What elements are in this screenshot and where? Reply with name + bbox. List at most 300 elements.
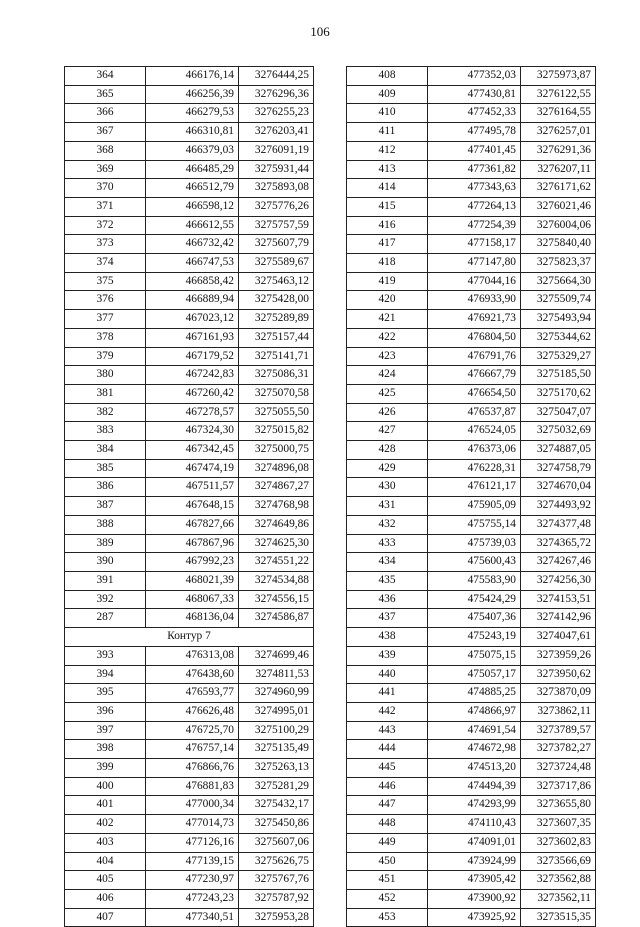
point-number-cell: 425 [347, 384, 428, 403]
coordinates-table-left [64, 66, 314, 927]
table-row [65, 684, 314, 703]
y-coordinate-cell: 3275047,07 [521, 403, 596, 422]
point-number-cell: 393 [65, 646, 146, 665]
table-row [65, 497, 314, 516]
table-row [347, 852, 596, 871]
y-coordinate-cell: 3273959,26 [521, 646, 596, 665]
point-number-cell: 410 [347, 104, 428, 123]
table-row [347, 609, 596, 628]
y-coordinate-cell: 3275493,94 [521, 310, 596, 329]
y-coordinate-cell: 3274153,51 [521, 590, 596, 609]
x-coordinate-cell: 467242,83 [146, 366, 239, 385]
y-coordinate-cell: 3275157,44 [239, 328, 314, 347]
y-coordinate-cell: 3275664,30 [521, 272, 596, 291]
y-coordinate-cell: 3276444,25 [239, 67, 314, 86]
y-coordinate-cell: 3275100,29 [239, 721, 314, 740]
table-row [347, 235, 596, 254]
y-coordinate-cell: 3273562,88 [521, 871, 596, 890]
point-number-cell: 419 [347, 272, 428, 291]
y-coordinate-cell: 3274365,72 [521, 534, 596, 553]
table-row [65, 85, 314, 104]
point-number-cell: 441 [347, 684, 428, 703]
x-coordinate-cell: 477158,17 [428, 235, 521, 254]
table-row [65, 310, 314, 329]
point-number-cell: 435 [347, 571, 428, 590]
point-number-cell: 433 [347, 534, 428, 553]
y-coordinate-cell: 3275463,12 [239, 272, 314, 291]
page-number: 106 [310, 24, 330, 39]
x-coordinate-cell: 466889,94 [146, 291, 239, 310]
point-number-cell: 414 [347, 179, 428, 198]
point-number-cell: 411 [347, 123, 428, 142]
table-row [347, 310, 596, 329]
point-number-cell: 387 [65, 497, 146, 516]
table-row [65, 235, 314, 254]
y-coordinate-cell: 3275141,71 [239, 347, 314, 366]
table-row [347, 721, 596, 740]
point-number-cell: 368 [65, 141, 146, 160]
point-number-cell: 369 [65, 160, 146, 179]
y-coordinate-cell: 3275767,76 [239, 871, 314, 890]
table-row [347, 422, 596, 441]
y-coordinate-cell: 3274768,98 [239, 497, 314, 516]
x-coordinate-cell: 476804,50 [428, 328, 521, 347]
x-coordinate-cell: 476524,05 [428, 422, 521, 441]
x-coordinate-cell: 476757,14 [146, 740, 239, 759]
y-coordinate-cell: 3276255,23 [239, 104, 314, 123]
point-number-cell: 453 [347, 908, 428, 927]
point-number-cell: 416 [347, 216, 428, 235]
y-coordinate-cell: 3276171,62 [521, 179, 596, 198]
coordinates-table-right [346, 66, 596, 927]
x-coordinate-cell: 466379,03 [146, 141, 239, 160]
x-coordinate-cell: 476881,83 [146, 777, 239, 796]
y-coordinate-cell: 3274867,27 [239, 478, 314, 497]
y-coordinate-cell: 3275823,37 [521, 254, 596, 273]
point-number-cell: 443 [347, 721, 428, 740]
y-coordinate-cell: 3273717,86 [521, 777, 596, 796]
x-coordinate-cell: 467278,57 [146, 403, 239, 422]
point-number-cell: 449 [347, 833, 428, 852]
x-coordinate-cell: 477044,16 [428, 272, 521, 291]
y-coordinate-cell: 3275607,06 [239, 833, 314, 852]
point-number-cell: 383 [65, 422, 146, 441]
x-coordinate-cell: 475905,09 [428, 497, 521, 516]
x-coordinate-cell: 476667,79 [428, 366, 521, 385]
table-row [347, 628, 596, 647]
y-coordinate-cell: 3275626,75 [239, 852, 314, 871]
x-coordinate-cell: 467867,96 [146, 534, 239, 553]
point-number-cell: 436 [347, 590, 428, 609]
x-coordinate-cell: 475075,15 [428, 646, 521, 665]
x-coordinate-cell: 474672,98 [428, 740, 521, 759]
table-row [65, 254, 314, 273]
x-coordinate-cell: 467648,15 [146, 497, 239, 516]
y-coordinate-cell: 3275607,79 [239, 235, 314, 254]
point-number-cell: 408 [347, 67, 428, 86]
y-coordinate-cell: 3274887,05 [521, 441, 596, 460]
table-row [347, 478, 596, 497]
table-row [347, 815, 596, 834]
table-row [65, 609, 314, 628]
x-coordinate-cell: 475424,29 [428, 590, 521, 609]
point-number-cell: 444 [347, 740, 428, 759]
point-number-cell: 374 [65, 254, 146, 273]
y-coordinate-cell: 3276091,19 [239, 141, 314, 160]
x-coordinate-cell: 477340,51 [146, 908, 239, 927]
table-row [65, 366, 314, 385]
table-row [347, 571, 596, 590]
table-row [65, 590, 314, 609]
point-number-cell: 400 [65, 777, 146, 796]
point-number-cell: 380 [65, 366, 146, 385]
contour-label: Контур 7 [65, 628, 314, 647]
y-coordinate-cell: 3275589,67 [239, 254, 314, 273]
x-coordinate-cell: 477264,13 [428, 197, 521, 216]
table-row [347, 684, 596, 703]
y-coordinate-cell: 3273789,57 [521, 721, 596, 740]
table-row [347, 291, 596, 310]
x-coordinate-cell: 467342,45 [146, 441, 239, 460]
point-number-cell: 450 [347, 852, 428, 871]
y-coordinate-cell: 3273655,80 [521, 796, 596, 815]
point-number-cell: 427 [347, 422, 428, 441]
x-coordinate-cell: 474110,43 [428, 815, 521, 834]
table-row [65, 852, 314, 871]
x-coordinate-cell: 473900,92 [428, 889, 521, 908]
point-number-cell: 287 [65, 609, 146, 628]
table-row [347, 590, 596, 609]
table-row [65, 740, 314, 759]
y-coordinate-cell: 3274256,30 [521, 571, 596, 590]
table-row [65, 908, 314, 927]
y-coordinate-cell: 3275070,58 [239, 384, 314, 403]
x-coordinate-cell: 467161,93 [146, 328, 239, 347]
point-number-cell: 366 [65, 104, 146, 123]
y-coordinate-cell: 3275185,50 [521, 366, 596, 385]
point-number-cell: 379 [65, 347, 146, 366]
y-coordinate-cell: 3273566,69 [521, 852, 596, 871]
point-number-cell: 377 [65, 310, 146, 329]
table-row [347, 702, 596, 721]
point-number-cell: 412 [347, 141, 428, 160]
table-row [65, 553, 314, 572]
x-coordinate-cell: 474293,99 [428, 796, 521, 815]
y-coordinate-cell: 3275170,62 [521, 384, 596, 403]
table-row [65, 384, 314, 403]
table-row [65, 347, 314, 366]
point-number-cell: 437 [347, 609, 428, 628]
x-coordinate-cell: 474885,25 [428, 684, 521, 703]
x-coordinate-cell: 466485,29 [146, 160, 239, 179]
table-row [347, 665, 596, 684]
y-coordinate-cell: 3276004,06 [521, 216, 596, 235]
y-coordinate-cell: 3275450,86 [239, 815, 314, 834]
table-row [65, 141, 314, 160]
table-row [65, 328, 314, 347]
x-coordinate-cell: 474494,39 [428, 777, 521, 796]
point-number-cell: 423 [347, 347, 428, 366]
x-coordinate-cell: 466310,81 [146, 123, 239, 142]
x-coordinate-cell: 467511,57 [146, 478, 239, 497]
point-number-cell: 390 [65, 553, 146, 572]
table-row [65, 759, 314, 778]
y-coordinate-cell: 3274586,87 [239, 609, 314, 628]
y-coordinate-cell: 3274995,01 [239, 702, 314, 721]
table-row [65, 160, 314, 179]
point-number-cell: 421 [347, 310, 428, 329]
table-row [347, 384, 596, 403]
x-coordinate-cell: 466858,42 [146, 272, 239, 291]
point-number-cell: 389 [65, 534, 146, 553]
table-row [65, 478, 314, 497]
x-coordinate-cell: 476228,31 [428, 459, 521, 478]
x-coordinate-cell: 473905,42 [428, 871, 521, 890]
table-row [347, 123, 596, 142]
point-number-cell: 420 [347, 291, 428, 310]
y-coordinate-cell: 3275032,69 [521, 422, 596, 441]
y-coordinate-cell: 3273602,83 [521, 833, 596, 852]
table-row [347, 197, 596, 216]
y-coordinate-cell: 3276207,11 [521, 160, 596, 179]
table-row [65, 815, 314, 834]
table-row [347, 740, 596, 759]
y-coordinate-cell: 3273724,48 [521, 759, 596, 778]
table-row [65, 216, 314, 235]
y-coordinate-cell: 3275135,49 [239, 740, 314, 759]
point-number-cell: 442 [347, 702, 428, 721]
point-number-cell: 452 [347, 889, 428, 908]
table-row [347, 796, 596, 815]
table-row [65, 515, 314, 534]
point-number-cell: 432 [347, 515, 428, 534]
y-coordinate-cell: 3274534,88 [239, 571, 314, 590]
x-coordinate-cell: 477343,63 [428, 179, 521, 198]
point-number-cell: 445 [347, 759, 428, 778]
y-coordinate-cell: 3274377,48 [521, 515, 596, 534]
x-coordinate-cell: 476593,77 [146, 684, 239, 703]
x-coordinate-cell: 474691,54 [428, 721, 521, 740]
x-coordinate-cell: 466612,55 [146, 216, 239, 235]
y-coordinate-cell: 3275509,74 [521, 291, 596, 310]
x-coordinate-cell: 476933,90 [428, 291, 521, 310]
x-coordinate-cell: 477126,16 [146, 833, 239, 852]
table-row [347, 254, 596, 273]
point-number-cell: 439 [347, 646, 428, 665]
table-row [347, 759, 596, 778]
x-coordinate-cell: 466747,53 [146, 254, 239, 273]
point-number-cell: 382 [65, 403, 146, 422]
x-coordinate-cell: 476313,08 [146, 646, 239, 665]
table-row [347, 328, 596, 347]
x-coordinate-cell: 466732,42 [146, 235, 239, 254]
table-row [65, 702, 314, 721]
y-coordinate-cell: 3276021,46 [521, 197, 596, 216]
y-coordinate-cell: 3275931,44 [239, 160, 314, 179]
x-coordinate-cell: 477430,81 [428, 85, 521, 104]
table-row [65, 889, 314, 908]
table-row [347, 889, 596, 908]
contour-header-row [65, 628, 314, 647]
point-number-cell: 413 [347, 160, 428, 179]
y-coordinate-cell: 3276296,36 [239, 85, 314, 104]
y-coordinate-cell: 3275281,29 [239, 777, 314, 796]
x-coordinate-cell: 475755,14 [428, 515, 521, 534]
y-coordinate-cell: 3274960,99 [239, 684, 314, 703]
x-coordinate-cell: 476373,06 [428, 441, 521, 460]
point-number-cell: 431 [347, 497, 428, 516]
x-coordinate-cell: 477139,15 [146, 852, 239, 871]
y-coordinate-cell: 3274625,30 [239, 534, 314, 553]
y-coordinate-cell: 3275000,75 [239, 441, 314, 460]
x-coordinate-cell: 467992,23 [146, 553, 239, 572]
y-coordinate-cell: 3275055,50 [239, 403, 314, 422]
table-row [347, 833, 596, 852]
y-coordinate-cell: 3273870,09 [521, 684, 596, 703]
point-number-cell: 404 [65, 852, 146, 871]
x-coordinate-cell: 476725,70 [146, 721, 239, 740]
table-row [347, 871, 596, 890]
y-coordinate-cell: 3275289,89 [239, 310, 314, 329]
x-coordinate-cell: 467023,12 [146, 310, 239, 329]
y-coordinate-cell: 3275757,59 [239, 216, 314, 235]
x-coordinate-cell: 477361,82 [428, 160, 521, 179]
table-row [65, 646, 314, 665]
x-coordinate-cell: 467324,30 [146, 422, 239, 441]
y-coordinate-cell: 3276257,01 [521, 123, 596, 142]
point-number-cell: 424 [347, 366, 428, 385]
point-number-cell: 415 [347, 197, 428, 216]
table-row [65, 197, 314, 216]
x-coordinate-cell: 466279,53 [146, 104, 239, 123]
table-row [347, 534, 596, 553]
table-row [65, 833, 314, 852]
y-coordinate-cell: 3274047,61 [521, 628, 596, 647]
x-coordinate-cell: 473925,92 [428, 908, 521, 927]
y-coordinate-cell: 3274267,46 [521, 553, 596, 572]
x-coordinate-cell: 474091,01 [428, 833, 521, 852]
y-coordinate-cell: 3274551,22 [239, 553, 314, 572]
y-coordinate-cell: 3275086,31 [239, 366, 314, 385]
x-coordinate-cell: 466512,79 [146, 179, 239, 198]
y-coordinate-cell: 3275263,13 [239, 759, 314, 778]
y-coordinate-cell: 3274649,86 [239, 515, 314, 534]
point-number-cell: 397 [65, 721, 146, 740]
x-coordinate-cell: 475739,03 [428, 534, 521, 553]
point-number-cell: 391 [65, 571, 146, 590]
y-coordinate-cell: 3276291,36 [521, 141, 596, 160]
point-number-cell: 422 [347, 328, 428, 347]
x-coordinate-cell: 475057,17 [428, 665, 521, 684]
point-number-cell: 434 [347, 553, 428, 572]
y-coordinate-cell: 3275776,26 [239, 197, 314, 216]
point-number-cell: 385 [65, 459, 146, 478]
x-coordinate-cell: 474513,20 [428, 759, 521, 778]
y-coordinate-cell: 3273782,27 [521, 740, 596, 759]
table-row [65, 291, 314, 310]
point-number-cell: 364 [65, 67, 146, 86]
table-row [347, 85, 596, 104]
table-row [65, 104, 314, 123]
table-row [65, 459, 314, 478]
x-coordinate-cell: 466256,39 [146, 85, 239, 104]
point-number-cell: 402 [65, 815, 146, 834]
x-coordinate-cell: 477243,23 [146, 889, 239, 908]
x-coordinate-cell: 466176,14 [146, 67, 239, 86]
y-coordinate-cell: 3274758,79 [521, 459, 596, 478]
point-number-cell: 407 [65, 908, 146, 927]
y-coordinate-cell: 3275344,62 [521, 328, 596, 347]
point-number-cell: 417 [347, 235, 428, 254]
point-number-cell: 370 [65, 179, 146, 198]
point-number-cell: 394 [65, 665, 146, 684]
x-coordinate-cell: 476921,73 [428, 310, 521, 329]
y-coordinate-cell: 3274670,04 [521, 478, 596, 497]
table-row [65, 665, 314, 684]
point-number-cell: 378 [65, 328, 146, 347]
y-coordinate-cell: 3276164,55 [521, 104, 596, 123]
table-row [65, 777, 314, 796]
point-number-cell: 418 [347, 254, 428, 273]
y-coordinate-cell: 3275428,00 [239, 291, 314, 310]
x-coordinate-cell: 476537,87 [428, 403, 521, 422]
table-row [347, 272, 596, 291]
x-coordinate-cell: 476654,50 [428, 384, 521, 403]
y-coordinate-cell: 3273607,35 [521, 815, 596, 834]
x-coordinate-cell: 477254,39 [428, 216, 521, 235]
table-row [65, 721, 314, 740]
point-number-cell: 388 [65, 515, 146, 534]
point-number-cell: 376 [65, 291, 146, 310]
y-coordinate-cell: 3276122,55 [521, 85, 596, 104]
table-row [65, 422, 314, 441]
point-number-cell: 401 [65, 796, 146, 815]
x-coordinate-cell: 476866,76 [146, 759, 239, 778]
y-coordinate-cell: 3273862,11 [521, 702, 596, 721]
table-row [347, 553, 596, 572]
point-number-cell: 451 [347, 871, 428, 890]
table-row [347, 646, 596, 665]
y-coordinate-cell: 3275015,82 [239, 422, 314, 441]
table-row [65, 871, 314, 890]
y-coordinate-cell: 3274896,08 [239, 459, 314, 478]
y-coordinate-cell: 3275787,92 [239, 889, 314, 908]
x-coordinate-cell: 477352,03 [428, 67, 521, 86]
table-row [65, 534, 314, 553]
point-number-cell: 384 [65, 441, 146, 460]
y-coordinate-cell: 3274493,92 [521, 497, 596, 516]
y-coordinate-cell: 3275973,87 [521, 67, 596, 86]
x-coordinate-cell: 476791,76 [428, 347, 521, 366]
table-row [65, 441, 314, 460]
point-number-cell: 446 [347, 777, 428, 796]
x-coordinate-cell: 473924,99 [428, 852, 521, 871]
table-row [347, 777, 596, 796]
y-coordinate-cell: 3276203,41 [239, 123, 314, 142]
y-coordinate-cell: 3273562,11 [521, 889, 596, 908]
point-number-cell: 375 [65, 272, 146, 291]
x-coordinate-cell: 476438,60 [146, 665, 239, 684]
table-row [347, 179, 596, 198]
table-row [347, 67, 596, 86]
x-coordinate-cell: 468067,33 [146, 590, 239, 609]
x-coordinate-cell: 477452,33 [428, 104, 521, 123]
x-coordinate-cell: 476121,17 [428, 478, 521, 497]
x-coordinate-cell: 477147,80 [428, 254, 521, 273]
point-number-cell: 367 [65, 123, 146, 142]
point-number-cell: 365 [65, 85, 146, 104]
x-coordinate-cell: 474866,97 [428, 702, 521, 721]
